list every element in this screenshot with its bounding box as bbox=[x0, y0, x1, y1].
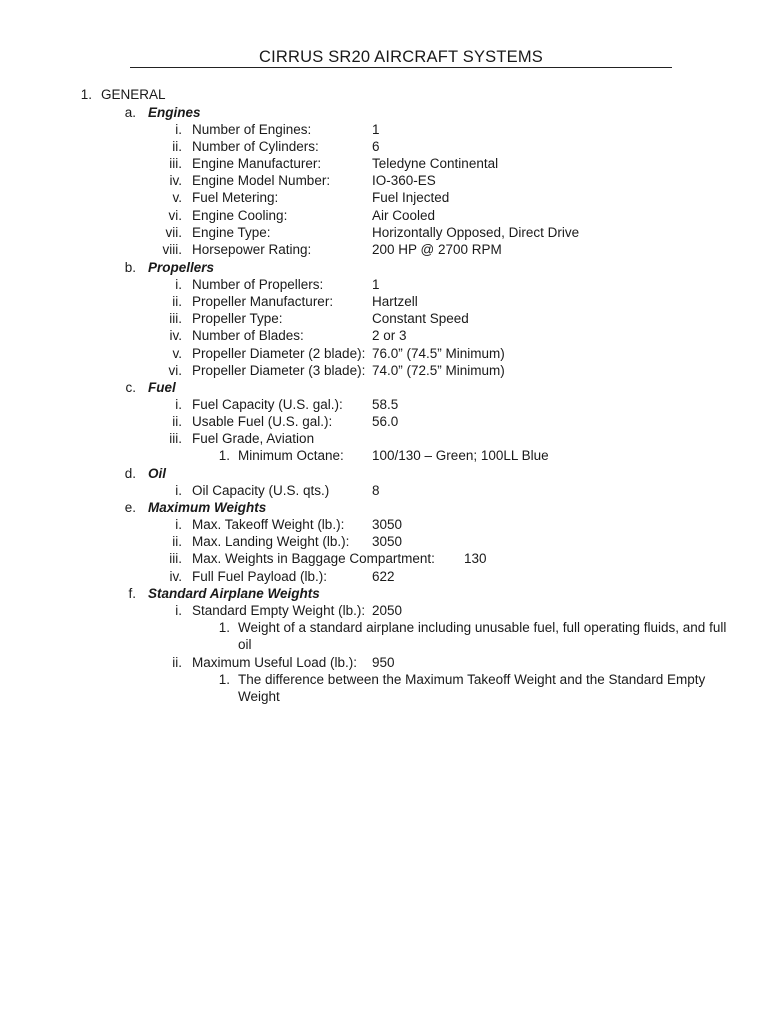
item-label: Propeller Diameter (2 blade): bbox=[192, 346, 366, 361]
section-title: GENERAL bbox=[101, 87, 166, 102]
item-number: ii. bbox=[172, 414, 182, 429]
subsection-letter: d. bbox=[124, 466, 136, 481]
item-label: Max. Weights in Baggage Compartment: bbox=[192, 551, 435, 566]
subsection-letter: f. bbox=[128, 586, 136, 601]
item-value: 2050 bbox=[372, 603, 403, 618]
item-number: i. bbox=[175, 122, 182, 137]
item-label: Engine Type: bbox=[192, 225, 271, 240]
subsection-title-standard-weights: Standard Airplane Weights bbox=[148, 586, 320, 601]
document-title: CIRRUS SR20 AIRCRAFT SYSTEMS bbox=[258, 48, 544, 66]
subsection-letter: a. bbox=[124, 105, 136, 120]
item-label: Number of Blades: bbox=[192, 328, 304, 343]
item-number: iv. bbox=[169, 173, 182, 188]
subsection-letter: b. bbox=[124, 260, 136, 275]
item-label: Oil Capacity (U.S. qts.) bbox=[192, 483, 330, 498]
item-label: Fuel Metering: bbox=[192, 190, 279, 205]
item-value: Horizontally Opposed, Direct Drive bbox=[372, 225, 580, 240]
note-value: 100/130 – Green; 100LL Blue bbox=[372, 448, 549, 463]
item-number: iii. bbox=[169, 311, 182, 326]
item-label: Horsepower Rating: bbox=[192, 242, 312, 257]
item-number: i. bbox=[175, 603, 182, 618]
item-label: Full Fuel Payload (lb.): bbox=[192, 569, 328, 584]
item-value: 2 or 3 bbox=[372, 328, 407, 343]
item-label: Maximum Useful Load (lb.): bbox=[192, 655, 358, 670]
item-number: v. bbox=[172, 190, 182, 205]
item-value: 76.0” (74.5” Minimum) bbox=[372, 346, 505, 361]
item-label: Fuel Capacity (U.S. gal.): bbox=[192, 397, 343, 412]
item-value: 56.0 bbox=[372, 414, 399, 429]
item-value: Teledyne Continental bbox=[372, 156, 499, 171]
item-value: 3050 bbox=[372, 534, 403, 549]
item-number: iv. bbox=[169, 328, 182, 343]
item-label: Usable Fuel (U.S. gal.): bbox=[192, 414, 333, 429]
note-number: 1. bbox=[218, 620, 230, 635]
item-value: 74.0” (72.5” Minimum) bbox=[372, 363, 505, 378]
item-number: vi. bbox=[168, 208, 182, 223]
note-text-continued: Weight bbox=[238, 689, 280, 704]
item-number: iii. bbox=[169, 431, 182, 446]
item-value: 1 bbox=[372, 122, 380, 137]
item-number: i. bbox=[175, 277, 182, 292]
item-value: IO-360-ES bbox=[372, 173, 436, 188]
item-value: Air Cooled bbox=[372, 208, 436, 223]
item-number: iii. bbox=[169, 156, 182, 171]
item-label: Max. Landing Weight (lb.): bbox=[192, 534, 350, 549]
item-value: 200 HP @ 2700 RPM bbox=[372, 242, 502, 257]
item-number: ii. bbox=[172, 534, 182, 549]
item-number: ii. bbox=[172, 655, 182, 670]
item-label: Max. Takeoff Weight (lb.): bbox=[192, 517, 345, 532]
item-label: Number of Propellers: bbox=[192, 277, 324, 292]
item-number: i. bbox=[175, 397, 182, 412]
item-value: 6 bbox=[372, 139, 380, 154]
subsection-title-fuel: Fuel bbox=[148, 380, 176, 395]
note-text-continued: oil bbox=[238, 637, 252, 652]
item-label: Standard Empty Weight (lb.): bbox=[192, 603, 366, 618]
item-value: Hartzell bbox=[372, 294, 418, 309]
note-text: Weight of a standard airplane including unusable fuel, full operating fluids, and full bbox=[238, 620, 727, 635]
note-number: 1. bbox=[218, 672, 230, 687]
item-value: 1 bbox=[372, 277, 380, 292]
item-number: iii. bbox=[169, 551, 182, 566]
item-label: Engine Model Number: bbox=[192, 173, 331, 188]
item-label: Propeller Type: bbox=[192, 311, 283, 326]
item-value: Constant Speed bbox=[372, 311, 469, 326]
item-value: Fuel Injected bbox=[372, 190, 450, 205]
note-label: Minimum Octane: bbox=[238, 448, 344, 463]
item-number: i. bbox=[175, 517, 182, 532]
subsection-letter: c. bbox=[125, 380, 136, 395]
item-label: Propeller Diameter (3 blade): bbox=[192, 363, 366, 378]
item-value: 622 bbox=[372, 569, 395, 584]
item-number: ii. bbox=[172, 294, 182, 309]
note-text: The difference between the Maximum Takeoff Weight and the Standard Empty bbox=[238, 672, 706, 687]
item-number: ii. bbox=[172, 139, 182, 154]
subsection-title-propellers: Propellers bbox=[148, 260, 215, 275]
item-number: viii. bbox=[162, 242, 182, 257]
note-number: 1. bbox=[218, 448, 230, 463]
item-number: i. bbox=[175, 483, 182, 498]
item-number: iv. bbox=[169, 569, 182, 584]
item-label: Fuel Grade, Aviation bbox=[192, 431, 315, 446]
item-label: Engine Manufacturer: bbox=[192, 156, 322, 171]
item-label: Number of Engines: bbox=[192, 122, 312, 137]
subsection-title-engines: Engines bbox=[148, 105, 201, 120]
item-value: 8 bbox=[372, 483, 380, 498]
item-value: 950 bbox=[372, 655, 395, 670]
subsection-letter: e. bbox=[124, 500, 136, 515]
item-number: v. bbox=[172, 346, 182, 361]
item-label: Propeller Manufacturer: bbox=[192, 294, 334, 309]
item-value: 58.5 bbox=[372, 397, 399, 412]
item-value: 3050 bbox=[372, 517, 403, 532]
title-rule bbox=[130, 67, 672, 68]
section-number: 1. bbox=[80, 87, 92, 102]
item-label: Engine Cooling: bbox=[192, 208, 288, 223]
item-value: 130 bbox=[464, 551, 487, 566]
item-number: vi. bbox=[168, 363, 182, 378]
subsection-title-max-weights: Maximum Weights bbox=[148, 500, 267, 515]
item-label: Number of Cylinders: bbox=[192, 139, 319, 154]
item-number: vii. bbox=[165, 225, 182, 240]
subsection-title-oil: Oil bbox=[148, 466, 167, 481]
